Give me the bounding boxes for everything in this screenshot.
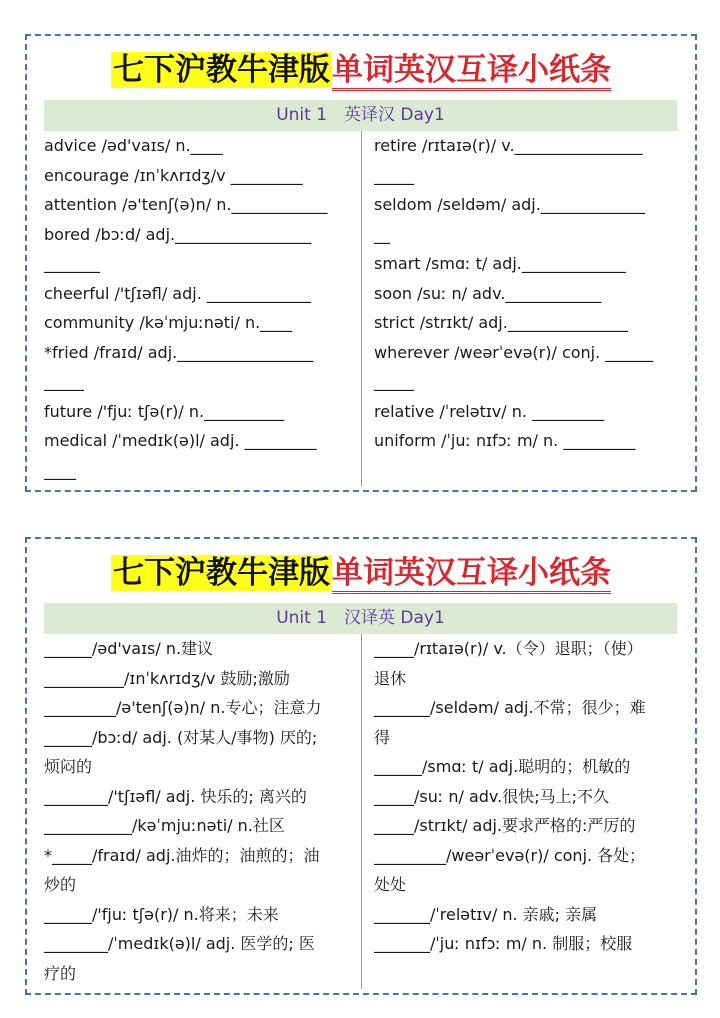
vocab-line: smart /smɑː t/ adj._____________ [374, 254, 626, 273]
title-highlight: 七下沪教牛津版 [113, 52, 330, 88]
vocab-line: 烦闷的 [44, 757, 93, 776]
vocab-line: 得 [374, 727, 391, 747]
vocab-line: ____ [44, 460, 76, 480]
vocab-line: *_____/fraɪd/ adj.油炸的；油煎的；油 [44, 845, 320, 865]
vocab-line: encourage /ɪnˈkʌrɪdʒ/v _________ [44, 165, 303, 185]
vocab-line: strict /strɪkt/ adj._______________ [374, 313, 628, 332]
vocab-line: _____/suː n/ adv.很快;马上;不久 [374, 786, 610, 806]
vocab-line: bored /bɔːd/ adj._________________ [44, 224, 312, 244]
left-column [44, 131, 356, 485]
vocab-line: _____ [44, 372, 84, 391]
vocab-line: _____ [374, 165, 414, 185]
vocab-line: *fried /fraɪd/ adj._________________ [44, 342, 314, 362]
column-divider [361, 131, 362, 486]
vocab-line: _______/ˈjuː nɪfɔː m/ n. 制服；校服 [374, 934, 633, 953]
right-column [374, 131, 682, 456]
vocab-line: ______/əd'vaɪs/ n.建议 [44, 639, 214, 658]
vocab-line: ______/smɑː t/ adj.聪明的；机敏的 [374, 757, 631, 776]
vocab-line: soon /suː n/ adv.____________ [374, 283, 602, 303]
vocab-line: community /kəˈmjuːnəti/ n.____ [44, 313, 293, 332]
vocab-line: retire /rɪtaɪə(r)/ v.________________ [374, 136, 643, 155]
vocab-line: wherever /weərˈevə(r)/ conj. ______ [374, 342, 654, 362]
vocab-line: ___________/kəˈmjuːnəti/ n.社区 [44, 816, 285, 835]
vocab-line: relative /ˈrelətɪv/ n. _________ [374, 401, 605, 421]
vocab-line: cheerful /'tʃɪəfl/ adj. _____________ [44, 283, 311, 303]
vocab-line: ________/'tʃɪəfl/ adj. 快乐的; 离兴的 [44, 786, 307, 806]
left-column [44, 634, 356, 988]
vocab-line: 处处 [374, 875, 407, 894]
vocab-line: _____ [374, 372, 414, 391]
vocab-line: ______/'fjuː tʃə(r)/ n.将来；未来 [44, 904, 279, 924]
vocab-line: _________/weərˈevə(r)/ conj. 各处； [374, 845, 646, 865]
column-divider [361, 634, 362, 989]
vocab-line: 退休 [374, 668, 407, 688]
vocab-line: medical /ˈmedɪk(ə)l/ adj. _________ [44, 431, 317, 450]
vocab-line: __________/ɪnˈkʌrɪdʒ/v 鼓励;激励 [44, 668, 290, 688]
vocab-line: seldom /seldəm/ adj._____________ [374, 195, 645, 214]
vocab-line: _________/ə'tenʃ(ə)n/ n.专心；注意力 [44, 698, 322, 717]
title-red: 单词英汉互译小纸条 [332, 52, 611, 91]
vocab-line: 疗的 [44, 963, 77, 983]
vocab-line: _______/seldəm/ adj.不常；很少；难 [374, 698, 646, 717]
vocab-line: _____/rɪtaɪə(r)/ v.（令）退职；（使） [374, 639, 643, 658]
vocab-line: advice /əd'vaɪs/ n.____ [44, 136, 223, 155]
right-column [374, 634, 682, 959]
vocab-line: ________/ˈmedɪk(ə)l/ adj. 医学的; 医 [44, 934, 315, 953]
unit-header: Unit 1 英译汉 Day1 [44, 100, 677, 131]
vocab-line: __ [374, 224, 390, 244]
vocab-line: 炒的 [44, 875, 77, 894]
title-highlight: 七下沪教牛津版 [113, 555, 330, 591]
card-title [27, 553, 695, 593]
vocab-line: _____/strɪkt/ adj.要求严格的:严厉的 [374, 816, 636, 835]
card-english-to-chinese [25, 34, 697, 492]
vocab-line: uniform /ˈjuː nɪfɔː m/ n. _________ [374, 431, 636, 450]
card-chinese-to-english [25, 537, 697, 995]
vocab-line: _______/ˈrelətɪv/ n. 亲戚; 亲属 [374, 904, 598, 924]
vocab-line: attention /ə'tenʃ(ə)n/ n.____________ [44, 195, 328, 214]
title-red: 单词英汉互译小纸条 [332, 555, 611, 594]
vocab-line: _______ [44, 254, 100, 273]
unit-header: Unit 1 汉译英 Day1 [44, 603, 677, 634]
card-title [27, 50, 695, 90]
vocab-line: future /'fjuː tʃə(r)/ n.__________ [44, 401, 285, 421]
vocab-line: ______/bɔːd/ adj. (对某人/事物) 厌的; [44, 727, 318, 747]
